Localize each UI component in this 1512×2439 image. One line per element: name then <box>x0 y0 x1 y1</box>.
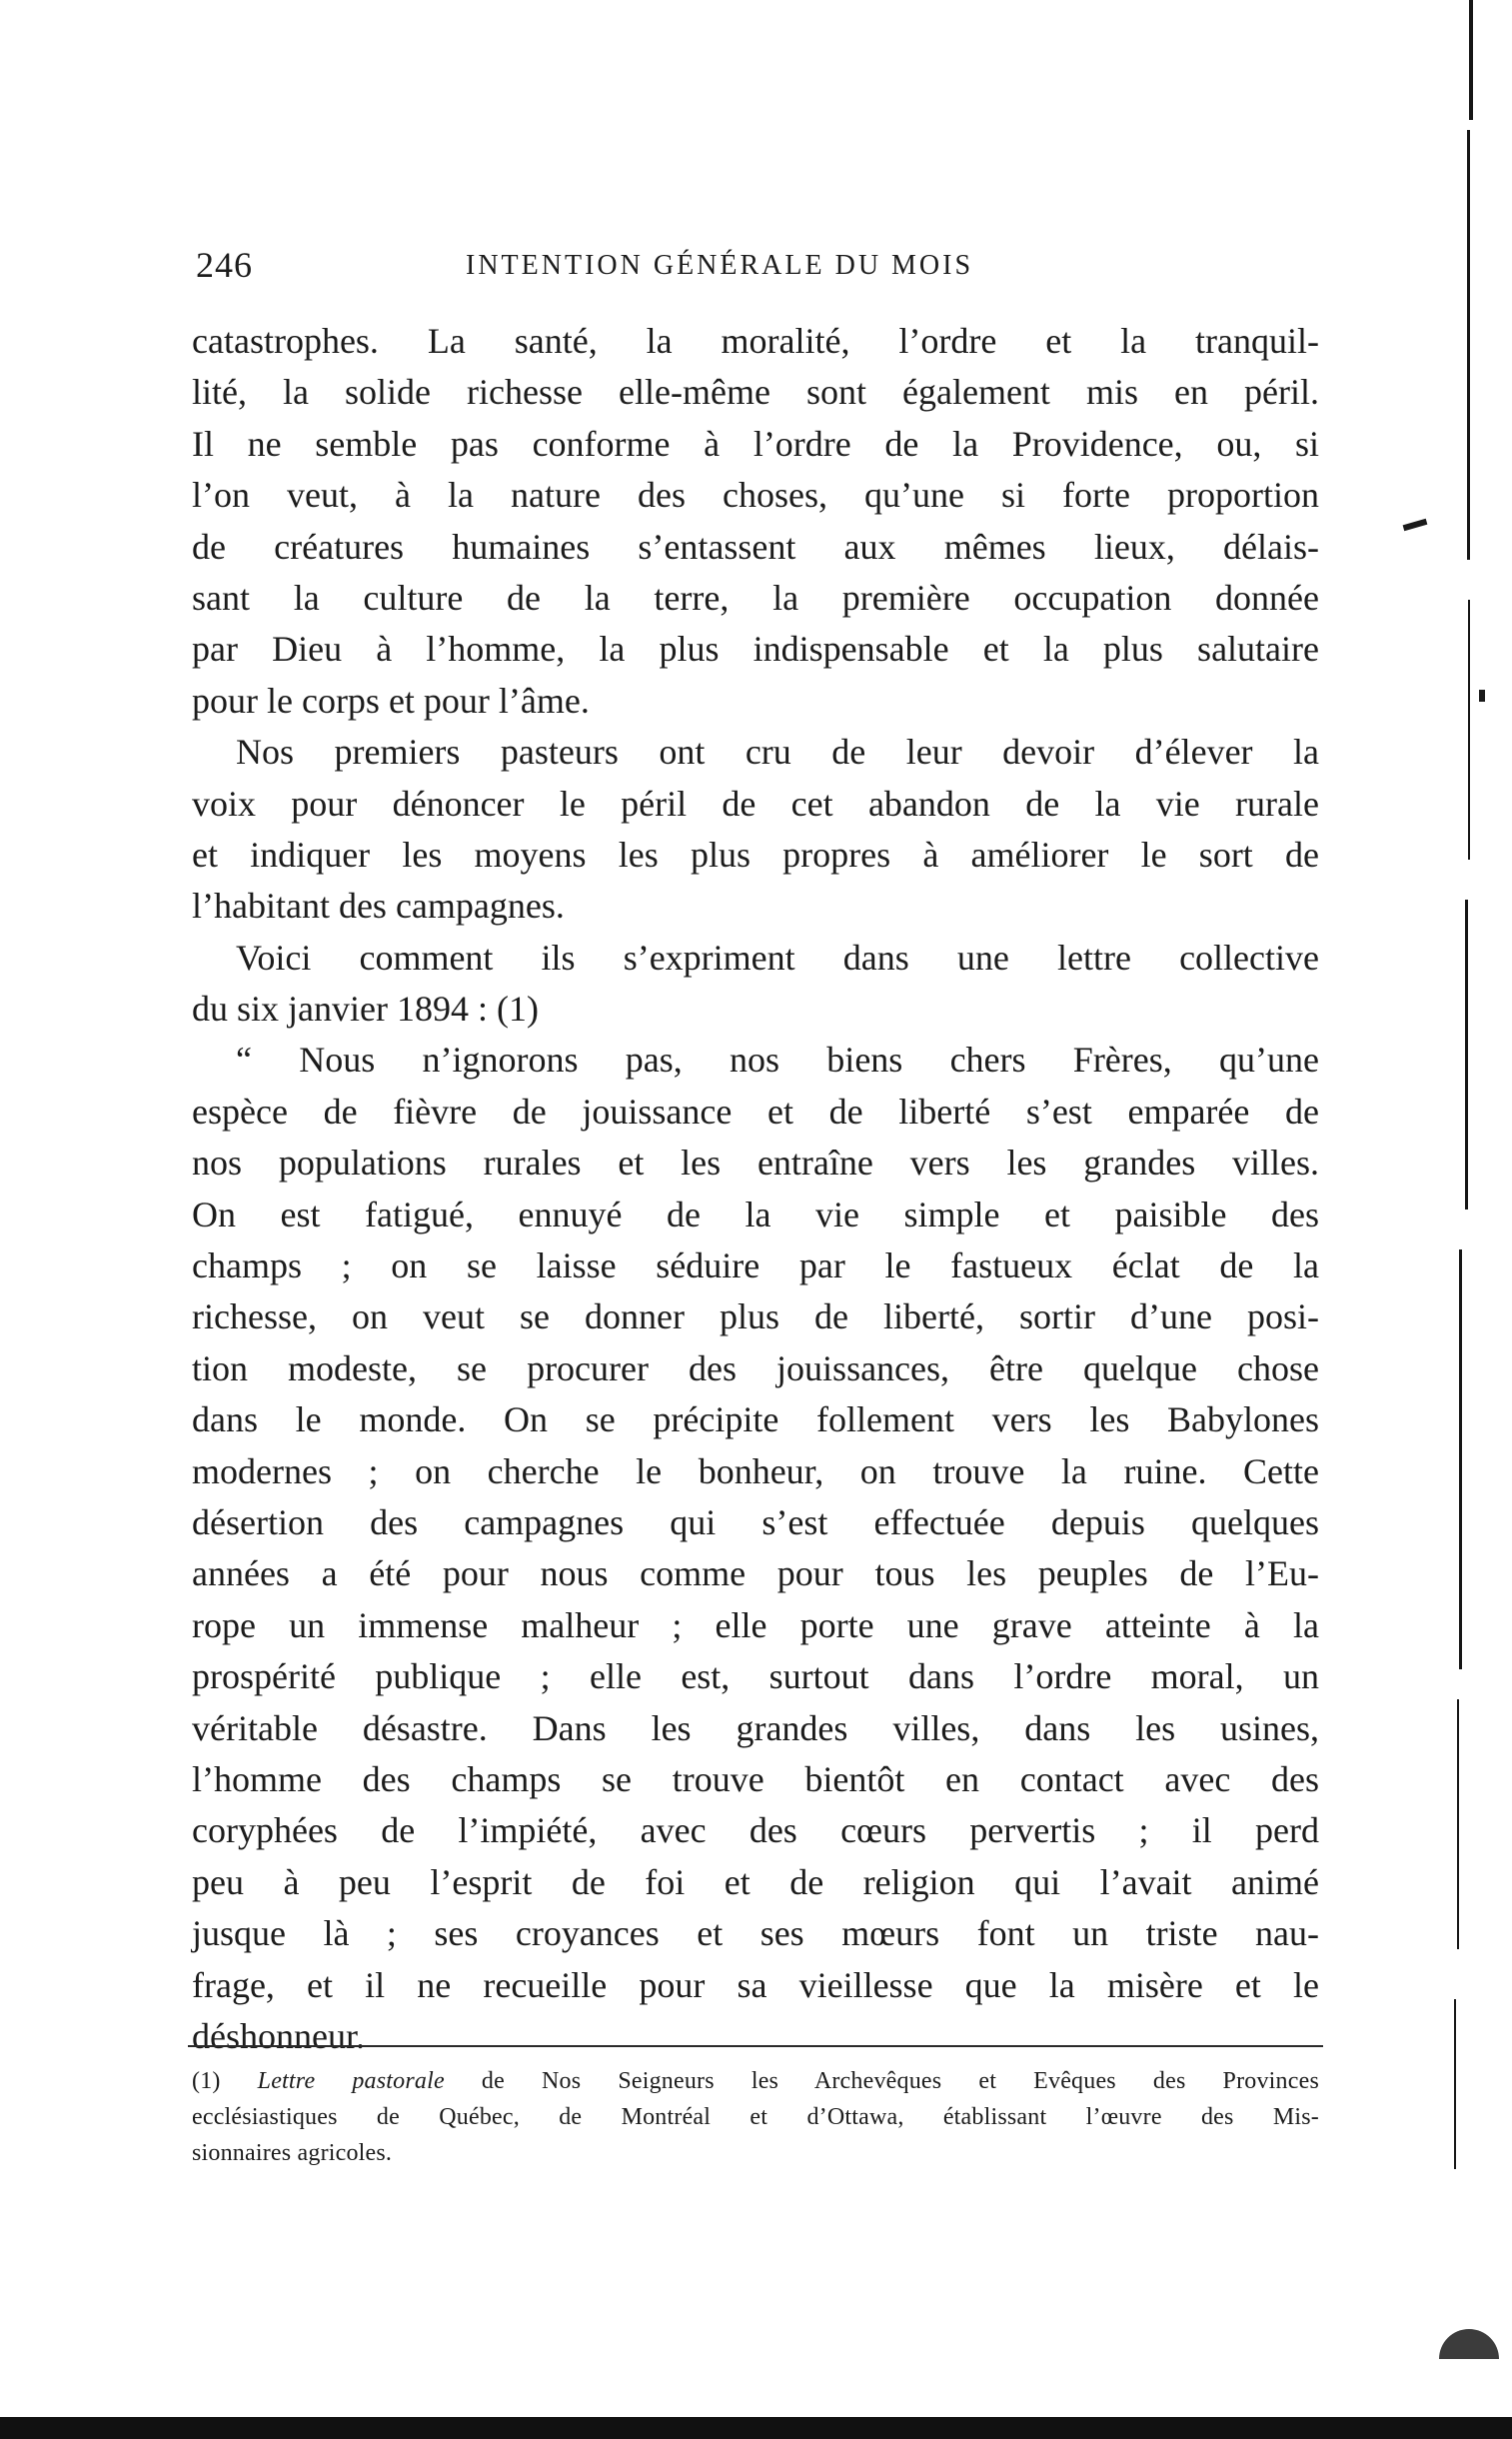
scan-edge-line <box>1457 1699 1459 1949</box>
scan-edge-line <box>1469 0 1473 120</box>
text-line: l’habitant des campagnes. <box>192 886 565 927</box>
margin-mark <box>1479 690 1485 702</box>
margin-mark <box>1403 519 1428 531</box>
footnote-rule <box>188 2045 1323 2047</box>
footnote-line <box>192 2063 1319 2099</box>
text-line: dans le monde. On se précipite follement vers les Babylones <box>192 1399 1319 1440</box>
footnote-line: ecclésiastiques de Québec, de Montréal et d’Ottawa, établissant l’œuvre des Mis- <box>192 2104 1319 2130</box>
scan-edge-line <box>1467 130 1470 560</box>
footnote-line: sionnaires agricoles. <box>192 2140 393 2166</box>
text-line: richesse, on veut se donner plus de liberté, sortir d’une posi- <box>192 1296 1319 1337</box>
text-line: véritable désastre. Dans les grandes villes, dans les usines, <box>192 1707 1319 1748</box>
text-line: On est fatigué, ennuyé de la vie simple et paisible des <box>192 1194 1319 1234</box>
page-header <box>196 244 1319 288</box>
text-line: rope un immense malheur ; elle porte une grave atteinte à la <box>192 1604 1319 1645</box>
text-line: champs ; on se laisse séduire par le fastueux éclat de la <box>192 1245 1319 1286</box>
footnote-title: Lettre pastorale <box>257 2068 445 2094</box>
running-title: INTENTION GÉNÉRALE DU MOIS <box>466 250 974 281</box>
text-line: l’homme des champs se trouve bientôt en contact avec des <box>192 1758 1319 1799</box>
text-line: espèce de fièvre de jouissance et de liberté s’est emparée de <box>192 1091 1319 1132</box>
text-line: jusque là ; ses croyances et ses mœurs font un triste nau- <box>192 1913 1319 1954</box>
footnote <box>192 2063 1319 2171</box>
text-line: désertion des campagnes qui s’est effectuée depuis quelques <box>192 1501 1319 1542</box>
text-line: par Dieu à l’homme, la plus indispensable et la plus salutaire <box>192 629 1319 670</box>
text-line: Nos premiers pasteurs ont cru de leur devoir d’élever la <box>236 732 1319 773</box>
footnote-marker: (1) <box>192 2068 221 2094</box>
text-line: nos populations rurales et les entraîne vers les grandes villes. <box>192 1143 1319 1184</box>
text-line: Voici comment ils s’expriment dans une lettre collective <box>236 937 1319 978</box>
text-line: Il ne semble pas conforme à l’ordre de la Providence, ou, si <box>192 423 1319 464</box>
text-line: sant la culture de la terre, la première occupation donnée <box>192 577 1319 618</box>
margin-mark <box>1439 2329 1499 2359</box>
text-line: du six janvier 1894 : (1) <box>192 989 539 1030</box>
text-line: prospérité publique ; elle est, surtout dans l’ordre moral, un <box>192 1656 1319 1697</box>
text-line: de créatures humaines s’entassent aux mêmes lieux, délais- <box>192 526 1319 567</box>
footnote-text: de Nos Seigneurs les Archevêques et Evêques des Provinces <box>481 2068 1319 2094</box>
scan-edge-line <box>1454 1999 1456 2169</box>
scan-edge-line <box>1465 900 1468 1210</box>
text-line: catastrophes. La santé, la moralité, l’ordre et la tranquil- <box>192 321 1319 361</box>
text-line: “ Nous n’ignorons pas, nos biens chers Frères, qu’une <box>236 1040 1319 1081</box>
body-text <box>192 316 1319 2062</box>
text-line: tion modeste, se procurer des jouissances, être quelque chose <box>192 1347 1319 1388</box>
scan-edge-line <box>1468 600 1470 860</box>
text-line: pour le corps et pour l’âme. <box>192 680 590 721</box>
text-line: coryphées de l’impiété, avec des cœurs pervertis ; il perd <box>192 1810 1319 1851</box>
text-line: déshonneur. <box>192 2015 365 2056</box>
page-number: 246 <box>196 245 253 285</box>
text-line: et indiquer les moyens les plus propres à améliorer le sort de <box>192 834 1319 875</box>
text-line: frage, et il ne recueille pour sa vieillesse que la misère et le <box>192 1964 1319 2005</box>
text-line: l’on veut, à la nature des choses, qu’une si forte proportion <box>192 475 1319 516</box>
text-line: années a été pour nous comme pour tous les peuples de l’Eu- <box>192 1553 1319 1594</box>
scan-edge-line <box>1459 1249 1462 1669</box>
text-line: peu à peu l’esprit de foi et de religion qui l’avait animé <box>192 1861 1319 1902</box>
scan-bottom-edge <box>0 2417 1512 2439</box>
text-line: modernes ; on cherche le bonheur, on trouve la ruine. Cette <box>192 1450 1319 1491</box>
text-line: lité, la solide richesse elle-même sont également mis en péril. <box>192 372 1319 413</box>
text-line: voix pour dénoncer le péril de cet abandon de la vie rurale <box>192 783 1319 824</box>
